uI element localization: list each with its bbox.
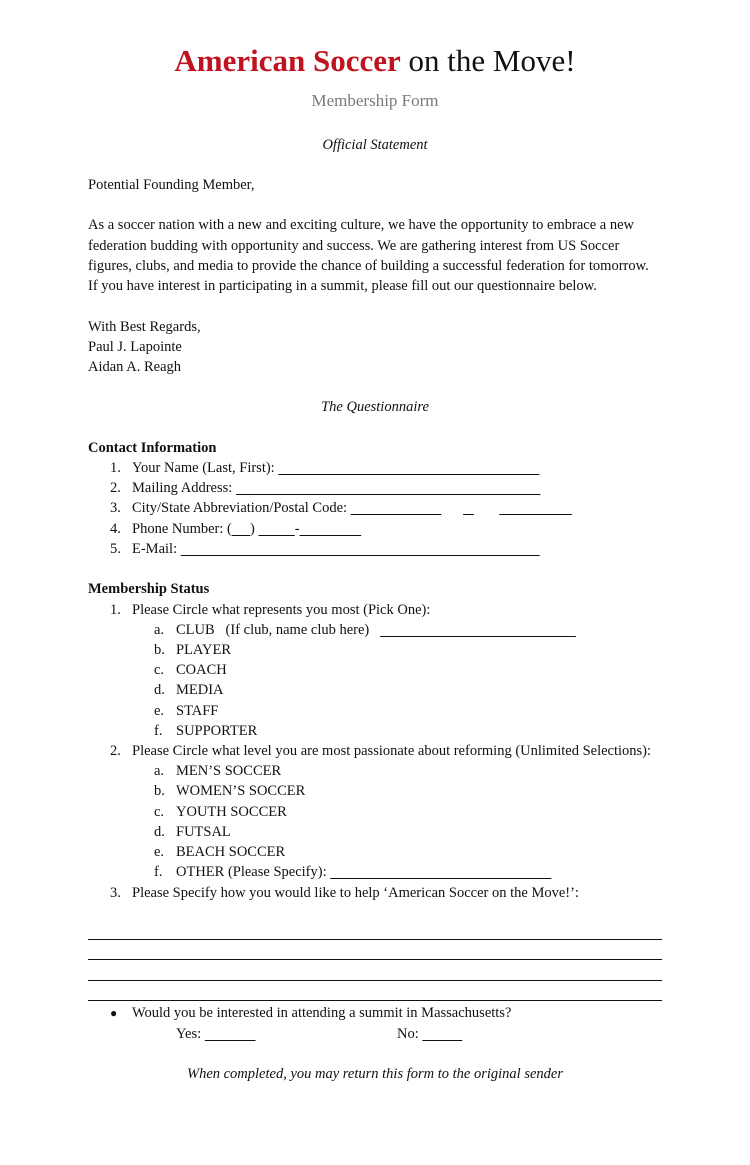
contact-item-number: 3. bbox=[110, 500, 121, 516]
option-player[interactable]: PLAYER bbox=[176, 642, 232, 658]
summit-yes[interactable]: Yes: bbox=[176, 1027, 256, 1043]
option-letter: d. bbox=[154, 682, 165, 698]
membership-heading: Membership Status bbox=[88, 581, 210, 597]
letter-signoff: With Best Regards, bbox=[88, 319, 201, 335]
contact-item-number: 4. bbox=[110, 521, 121, 537]
contact-item-number: 5. bbox=[110, 541, 121, 557]
footer-note: When completed, you may return this form to the original sender bbox=[186, 1066, 563, 1082]
area-code-blank[interactable] bbox=[232, 521, 250, 537]
phone-number-field[interactable]: Phone Number: ( ) - bbox=[132, 522, 361, 538]
question-text: Please Circle what level you are most passionate about reforming (Unlimited Selections): bbox=[132, 743, 652, 759]
contact-heading: Contact Information bbox=[88, 440, 217, 456]
letter-body-line: figures, clubs, and media to provide the chance of building a successful federation for tomorrow. bbox=[88, 258, 649, 274]
option-letter: a. bbox=[154, 622, 165, 638]
option-letter: b. bbox=[154, 783, 165, 799]
option-media[interactable]: MEDIA bbox=[176, 682, 224, 698]
letter-body-line: As a soccer nation with a new and exciting culture, we have the opportunity to embrace a new bbox=[88, 217, 634, 233]
option-supporter[interactable]: SUPPORTER bbox=[176, 723, 258, 739]
answer-line[interactable] bbox=[88, 1000, 662, 1001]
answer-line[interactable] bbox=[88, 959, 662, 960]
option-letter: c. bbox=[154, 662, 165, 678]
mailing-address-blank[interactable] bbox=[236, 480, 541, 496]
option-youth-soccer[interactable]: YOUTH SOCCER bbox=[176, 804, 287, 820]
name-field[interactable]: Your Name (Last, First): bbox=[132, 461, 539, 477]
city-blank[interactable] bbox=[351, 500, 442, 516]
option-womens-soccer[interactable]: WOMEN’S SOCCER bbox=[176, 783, 306, 799]
option-letter: d. bbox=[154, 824, 165, 840]
questionnaire-heading: The Questionnaire bbox=[321, 399, 429, 415]
city-state-postal-field[interactable]: City/State Abbreviation/Postal Code: bbox=[132, 501, 572, 517]
option-letter: f. bbox=[154, 864, 163, 880]
letter-body-line: If you have interest in participating in a summit, please fill out our questionnaire below. bbox=[88, 278, 597, 294]
state-blank[interactable] bbox=[463, 500, 474, 516]
question-number: 2. bbox=[110, 743, 121, 759]
email-blank[interactable] bbox=[181, 541, 540, 557]
option-staff[interactable]: STAFF bbox=[176, 703, 219, 719]
option-letter: a. bbox=[154, 763, 165, 779]
letter-body-line: federation budding with opportunity and success. We are gathering interest from US Soccer bbox=[88, 238, 620, 254]
contact-item-number: 2. bbox=[110, 480, 121, 496]
page-subtitle: Membership Form bbox=[311, 91, 439, 110]
yes-blank[interactable] bbox=[205, 1026, 256, 1042]
signer-name: Aidan A. Reagh bbox=[88, 359, 182, 375]
contact-item-number: 1. bbox=[110, 460, 121, 476]
option-letter: e. bbox=[154, 844, 165, 860]
other-specify-blank[interactable] bbox=[330, 864, 551, 880]
option-letter: c. bbox=[154, 804, 165, 820]
option-other[interactable]: OTHER (Please Specify): bbox=[176, 865, 551, 881]
summit-question: Would you be interested in attending a summit in Massachusetts? bbox=[132, 1005, 512, 1021]
question-number: 1. bbox=[110, 602, 121, 618]
summit-no[interactable]: No: bbox=[397, 1027, 462, 1043]
letter-greeting: Potential Founding Member, bbox=[88, 177, 255, 193]
phone-line-blank[interactable] bbox=[300, 521, 362, 537]
option-mens-soccer[interactable]: MEN’S SOCCER bbox=[176, 763, 282, 779]
mailing-address-field[interactable]: Mailing Address: bbox=[132, 481, 540, 497]
phone-prefix-blank[interactable] bbox=[258, 521, 294, 537]
answer-line[interactable] bbox=[88, 980, 662, 981]
title-rest: on the Move! bbox=[400, 43, 576, 78]
title-highlight: American Soccer bbox=[174, 43, 401, 78]
answer-line[interactable] bbox=[88, 939, 662, 940]
signer-name: Paul J. Lapointe bbox=[88, 339, 182, 355]
option-beach-soccer[interactable]: BEACH SOCCER bbox=[176, 844, 286, 860]
official-statement-heading: Official Statement bbox=[322, 137, 428, 153]
option-letter: f. bbox=[154, 723, 163, 739]
postal-code-blank[interactable] bbox=[499, 500, 572, 516]
option-club[interactable]: CLUB (If club, name club here) bbox=[176, 623, 576, 639]
club-name-blank[interactable] bbox=[380, 622, 576, 638]
no-blank[interactable] bbox=[422, 1026, 462, 1042]
question-text: Please Specify how you would like to help ‘American Soccer on the Move!’: bbox=[132, 885, 579, 901]
name-blank[interactable] bbox=[278, 460, 539, 476]
email-field[interactable]: E-Mail: bbox=[132, 542, 540, 558]
option-futsal[interactable]: FUTSAL bbox=[176, 824, 231, 840]
option-letter: b. bbox=[154, 642, 165, 658]
bullet-icon: ● bbox=[110, 1006, 118, 1020]
page-title bbox=[0, 44, 750, 78]
option-coach[interactable]: COACH bbox=[176, 662, 227, 678]
question-number: 3. bbox=[110, 885, 121, 901]
question-text: Please Circle what represents you most (Pick One): bbox=[132, 602, 431, 618]
option-letter: e. bbox=[154, 703, 165, 719]
